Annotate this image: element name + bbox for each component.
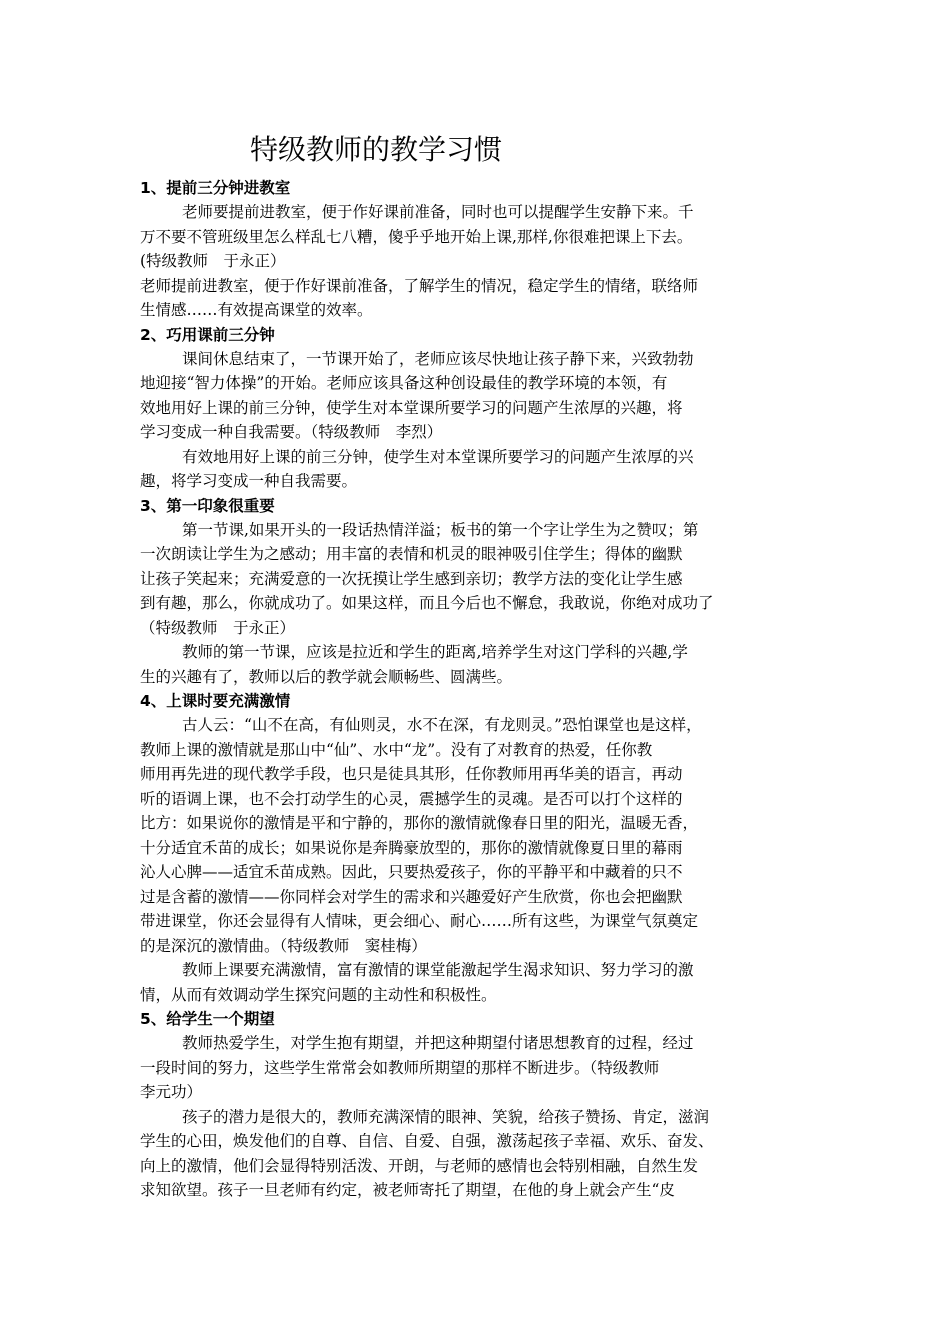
paragraph-line: 听的语调上课，也不会打动学生的心灵，震撼学生的灵魂。是否可以打个这样的: [140, 789, 683, 808]
paragraph-line: 师用再先进的现代教学手段，也只是徒具其形，任你教师用再华美的语言，再动: [140, 765, 683, 783]
paragraph: [140, 200, 812, 274]
document-body: [140, 176, 812, 1203]
paragraph: [140, 640, 812, 689]
paragraph-line: 古人云：“山不在高，有仙则灵，水不在深，有龙则灵。”恐怕课堂也是这样，: [182, 716, 702, 734]
paragraph-line: 的是深沉的激情曲。（特级教师 窦桂梅）: [140, 936, 427, 955]
paragraph-line: 有效地用好上课的前三分钟，使学生对本堂课所要学习的问题产生浓厚的兴: [182, 447, 694, 466]
paragraph: [140, 1105, 812, 1203]
paragraph-line: 趣，将学习变成一种自我需要。: [140, 472, 358, 490]
paragraph-line: 带进课堂，你还会显得有人情味，更会细心、耐心……所有这些，为课堂气氛奠定: [140, 912, 699, 930]
paragraph-line: 生的兴趣有了，教师以后的教学就会顺畅些、圆满些。: [140, 667, 513, 686]
section-heading: 4、上课时要充满激情: [140, 692, 291, 710]
paragraph: [140, 958, 812, 1007]
paragraph-line: 学生的心田，焕发他们的自尊、自信、自爱、自强，激荡起孩子幸福、欢乐、奋发、: [140, 1132, 714, 1150]
paragraph: [140, 274, 812, 323]
paragraph: [140, 1031, 812, 1105]
paragraph-line: 情，从而有效调动学生探究问题的主动性和积极性。: [140, 985, 497, 1004]
paragraph-line: 第一节课,如果开头的一段话热情洋溢；板书的第一个字让学生为之赞叹；第: [182, 520, 699, 539]
paragraph-line: 地迎接“智力体操”的开始。老师应该具备这种创设最佳的教学环境的本领，有: [140, 374, 668, 392]
paragraph-line: (特级教师 于永正）: [140, 252, 286, 270]
paragraph-line: 一次朗读让学生为之感动；用丰富的表情和机灵的眼神吸引住学生；得体的幽默: [140, 545, 683, 563]
paragraph-line: 老师要提前进教室，便于作好课前准备，同时也可以提醒学生安静下来。千: [182, 203, 694, 221]
section-heading: 5、给学生一个期望: [140, 1010, 275, 1028]
paragraph-line: 教师热爱学生，对学生抱有期望，并把这种期望付诸思想教育的过程，经过: [182, 1034, 694, 1052]
paragraph-line: 教师上课要充满激情，富有激情的课堂能激起学生渴求知识、努力学习的激: [182, 961, 694, 979]
paragraph-line: 十分适宜禾苗的成长；如果说你是奔腾豪放型的，那你的激情就像夏日里的幕雨: [140, 838, 683, 857]
paragraph-line: （特级教师 于永正）: [140, 618, 296, 637]
paragraph: [140, 445, 812, 494]
paragraph-line: 生情感……有效提高课堂的效率。: [140, 301, 373, 319]
paragraph-line: 教师上课的激情就是那山中“仙”、水中“龙”。没有了对教育的热爱，任你教: [140, 740, 653, 759]
paragraph-line: 孩子的潜力是很大的，教师充满深情的眼神、笑貌，给孩子赞扬、肯定，滋润: [182, 1107, 710, 1126]
paragraph-line: 李元功）: [140, 1083, 203, 1101]
paragraph-line: 向上的激情，他们会显得特别活泼、开朗，与老师的感情也会特别相融，自然生发: [140, 1156, 699, 1175]
document-page: [140, 128, 812, 1203]
paragraph-line: 比方：如果说你的激情是平和宁静的，那你的激情就像春日里的阳光，温暖无香，: [140, 814, 699, 832]
paragraph-line: 到有趣，那么，你就成功了。如果这样，而且今后也不懈怠，我敢说，你绝对成功了: [140, 594, 714, 612]
paragraph-line: 老师提前进教室，便于作好课前准备，了解学生的情况，稳定学生的情绪，联络师: [140, 276, 699, 295]
section-heading: 1、提前三分钟进教室: [140, 179, 291, 197]
paragraph: [140, 713, 812, 958]
paragraph: [140, 518, 812, 641]
paragraph-line: 效地用好上课的前三分钟，使学生对本堂课所要学习的问题产生浓厚的兴趣，将: [140, 398, 683, 417]
section-heading: 2、巧用课前三分钟: [140, 325, 275, 344]
document-title: 特级教师的教学习惯: [250, 133, 503, 166]
paragraph-line: 让孩子笑起来；充满爱意的一次抚摸让学生感到亲切；教学方法的变化让学生感: [140, 569, 683, 588]
paragraph: [140, 347, 812, 445]
paragraph-line: 一段时间的努力，这些学生常常会如教师所期望的那样不断进步。（特级教师: [140, 1058, 660, 1077]
paragraph-line: 万不要不管班级里怎么样乱七八糟，傻乎乎地开始上课,那样,你很难把课上下去。: [140, 227, 693, 246]
paragraph-line: 求知欲望。孩子一旦老师有约定，被老师寄托了期望，在他的身上就会产生“皮: [140, 1181, 675, 1199]
paragraph-line: 教师的第一节课，应该是拉近和学生的距离,培养学生对这门学科的兴趣,学: [182, 643, 688, 661]
paragraph-line: 过是含蓄的激情——你同样会对学生的需求和兴趣爱好产生欣赏，你也会把幽默: [140, 887, 683, 906]
paragraph-line: 课间休息结束了，一节课开始了，老师应该尽快地让孩子静下来，兴致勃勃: [182, 349, 694, 368]
paragraph-line: 学习变成一种自我需要。（特级教师 李烈）: [140, 423, 443, 441]
paragraph-line: 沁人心脾——适宜禾苗成熟。因此，只要热爱孩子，你的平静平和中藏着的只不: [140, 863, 683, 881]
section-heading: 3、第一印象很重要: [140, 496, 275, 515]
